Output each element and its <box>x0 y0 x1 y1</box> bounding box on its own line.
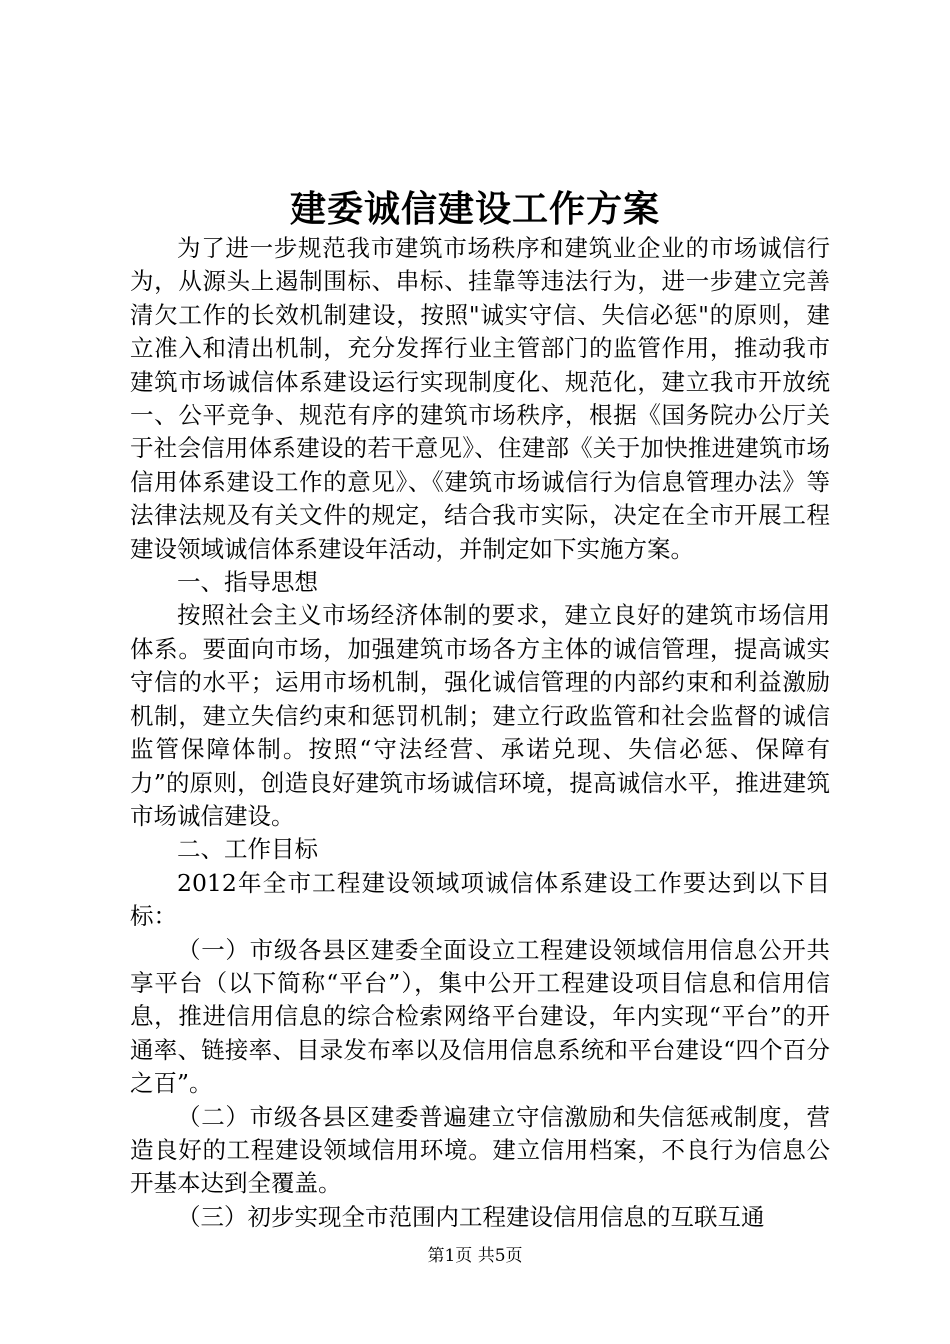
page-footer: 第1页 共5页 <box>427 1246 523 1266</box>
paragraph-goal-3: （三）初步实现全市范围内工程建设信用信息的互联互通 <box>177 1202 765 1231</box>
section-heading-guiding-ideology: 一、指导思想 <box>177 568 318 597</box>
document-title: 建委诚信建设工作方案 <box>289 188 660 230</box>
paragraph-intro: 为了进一步规范我市建筑市场秩序和建筑业企业的市场诚信行为，从源头上遏制围标、串标、挂靠等违法行为，进一步建立完善清欠工作的长效机制建设，按照"诚实守信、失信必惩"的原则，建立准入和清出机制，充分发挥行业主管部门的监管作用，推动我市建筑市场诚信体系建设运行实现制度化、规范化，建立我市开放统一、公平竞争、规范有序的建筑市场秩序，根据《国务院办公厅关于社会信用体系建设的若干意见》、住建部《关于加快推进建筑市场信用体系建设工作的意见》、《建筑市场诚信行为信息管理办法》等法律法规及有关文件的规定，结合我市实际，决定在全市开展工程建设领域诚信体系建设年活动，并制定如下实施方案。 <box>130 234 830 563</box>
paragraph-guiding-ideology: 按照社会主义市场经济体制的要求，建立良好的建筑市场信用体系。要面向市场，加强建筑市场各方主体的诚信管理，提高诚实守信的水平；运用市场机制，强化诚信管理的内部约束和利益激励机制，建立失信约束和惩罚机制；建立行政监管和社会监督的诚信监管保障体制。按照“守法经营、承诺兑现、失信必惩、保障有力”的原则，创造良好建筑市场诚信环境，提高诚信水平，推进建筑市场诚信建设。 <box>130 601 830 830</box>
paragraph-goals-intro: 2012年全市工程建设领域项诚信体系建设工作要达到以下目标： <box>130 868 830 931</box>
section-heading-work-goals: 二、工作目标 <box>177 835 318 864</box>
document-body <box>130 232 830 1234</box>
paragraph-goal-1: （一）市级各县区建委全面设立工程建设领域信用信息公开共享平台（以下简称“平台”），集中公开工程建设项目信息和信用信息，推进信用信息的综合检索网络平台建设，年内实现“平台”的开通率、链接率、目录发布率以及信用信息系统和平台建设“四个百分之百”。 <box>130 935 830 1098</box>
paragraph-goal-2: （二）市级各县区建委普遍建立守信激励和失信惩戒制度，营造良好的工程建设领域信用环境。建立信用档案，不良行为信息公开基本达到全覆盖。 <box>130 1102 830 1198</box>
